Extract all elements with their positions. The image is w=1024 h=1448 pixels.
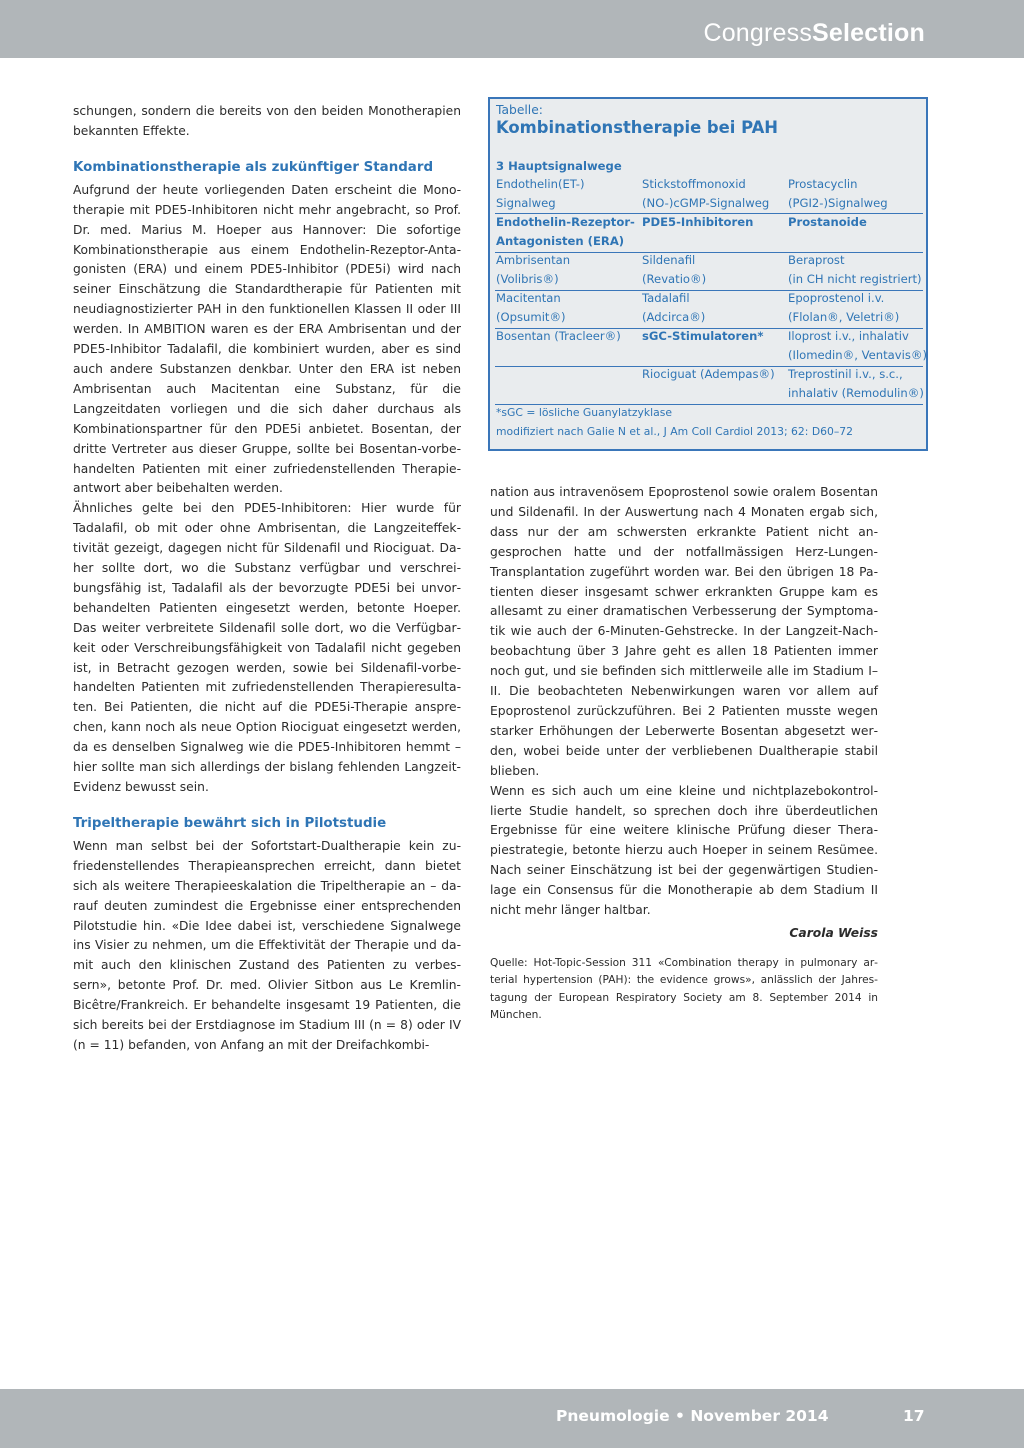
page-number: 17 bbox=[903, 1407, 925, 1425]
table-label: Tabelle: bbox=[496, 103, 543, 117]
table-cell: (NO-)cGMP-Signalweg bbox=[642, 196, 770, 210]
table-cell: Treprostinil i.v., s.c., bbox=[788, 367, 903, 381]
table-citation: modifiziert nach Galie N et al., J Am Coll Cardiol 2013; 62: D60–72 bbox=[496, 425, 854, 438]
table-cell: (Adcirca®) bbox=[642, 310, 706, 324]
table-cell: (Volibris®) bbox=[496, 272, 559, 286]
table-cell: Prostacyclin bbox=[788, 177, 858, 191]
table-cell: (in CH nicht registriert) bbox=[788, 272, 922, 286]
table-cell: (PGI2-)Signalweg bbox=[788, 196, 888, 210]
footer-bar bbox=[0, 1389, 1024, 1448]
author-name: Carola Weiss bbox=[789, 925, 878, 940]
journal-issue: Pneumologie • November 2014 bbox=[556, 1407, 829, 1425]
paragraph: Wenn man selbst bei der Sofortstart-Dualtherapie kein zufriedenstellendes Therapieansprechen erreicht, dann bietet sich als weitere Therapieeskalation die Tripeltherapie an – darauf deuten zumindest die Ergebnisse einer entsprechenden Pilotstudie hin. «Die Idee dabei ist, verschiedene Signalwege ins Visier zu nehmen, um die Effektivität der Therapie und damit auch den klinischen Zustand des Patienten zu verbessern», betonte Prof. Dr. med. Olivier Sitbon aus Le Kremlin-Bicêtre/Frankreich. Er behandelte insgesamt 19 Patienten, die sich bereits bei der Erstdiagnose im Stadium III (n = 8) oder IV (n = 11) befanden, von Anfang an mit der Dreifachkombi- bbox=[73, 838, 461, 1052]
table-footnote: *sGC = lösliche Guanylatzyklase bbox=[496, 406, 673, 419]
table-cell: Iloprost i.v., inhalativ bbox=[788, 329, 909, 343]
paragraph: Ähnliches gelte bei den PDE5-Inhibitoren: Hier wurde für Tadalafil, ob mit oder ohne Ambrisentan, die Langzeiteffektivität gezeigt, dagegen nicht für Sildenafil und Riociguat. Daher sollte dort, wo die Substanz verfügbar und verschreibungsfähig ist, Tadalafil als der bevorzugte PDE5i bei unvorbehandelten Patienten eingesetzt werden, betonte Hoeper. Das weiter verbreitete Sildenafil solle dort, wo die Verfügbarkeit oder Verschreibungsfähigkeit von Tadalafil nicht gegeben ist, in Betracht gezogen werden, sowie bei Sildenafil-vorbehandelten Patienten mit zufriedenstellenden Therapieresultaten. Bei Patienten, die nicht auf die PDE5i-Therapie ansprechen, kann noch als neue Option Riociguat eingesetzt werden, da es denselben Signalweg wie die PDE5-Inhibitoren hemmt – hier sollte man sich allerdings der bislang fehlenden Langzeit-Evidenz bewusst sein. bbox=[73, 501, 461, 794]
paragraph: nation aus intravenösem Epoprostenol sowie oralem Bosentan und Sildenafil. In der Auswertung nach 4 Monaten ergab sich, dass nur der am schwersten erkrankte Patient nicht angesprochen hatte und der notfallmässigen Herz-Lungen-Transplantation zugeführt worden war. Bei den übrigen 18 Patienten dieser insgesamt schwer erkrankten Gruppe kam es allesamt zu einer dramatischen Verbesserung der Symptomatik wie auch der 6-Minuten-Gehstrecke. In der Langzeit-Nachbeobachtung über 3 Jahre geht es allen 18 Patienten immer noch gut, und sie befinden sich mittlerweile alle im Stadium I–II. Die beobachteten Nebenwirkungen waren vor allem auf Epoprostenol zurückzuführen. Bei 2 Patienten musste wegen starker Erhöhungen der Leberwerte Bosentan abgesetzt werden, wobei beide unter der verbliebenen Dualtherapie stabil blieben. bbox=[490, 485, 878, 778]
table-cell: sGC-Stimulatoren* bbox=[642, 329, 764, 343]
table-cell: Signalweg bbox=[496, 196, 556, 210]
table-cell: inhalativ (Remodulin®) bbox=[788, 386, 924, 400]
table-cell: Tadalafil bbox=[642, 291, 690, 305]
paragraph: Aufgrund der heute vorliegenden Daten erscheint die Monotherapie mit PDE5-Inhibitoren nicht mehr angebracht, so Prof. Dr. med. Marius M. Hoeper aus Hannover: Die sofortige Kombinationstherapie aus einem Endothelin-Rezeptor-Antagonisten (ERA) und einem PDE5-Inhibitor (PDE5i) wird nach seiner Einschätzung die Standardtherapie für Patienten mit neudiagnostizierter PAH in den funktionellen Klassen II oder III werden. In AMBITION waren es der ERA Ambrisentan und der PDE5-Inhibitor Tadalafil, die kombiniert wurden, aber es sind auch andere Substanzen denkbar. Unter den ERA ist neben Ambrisentan auch Macitentan eine Substanz, für die Langzeitdaten vorliegen und die sich daher durchaus als Kombinationspartner für den PDE5i anbietet. Bosentan, der dritte Vertreter aus dieser Gruppe, sollte bei Bosentan-vorbehandelten Patienten mit einer zufriedenstellenden Therapieantwort aber beibehalten werden. bbox=[73, 182, 461, 496]
left-column bbox=[73, 102, 461, 1056]
brand-logo bbox=[703, 18, 925, 48]
brand-light: Congress bbox=[703, 19, 813, 47]
table-cell: Bosentan (Tracleer®) bbox=[496, 329, 621, 343]
table-cell: PDE5-Inhibitoren bbox=[642, 215, 754, 229]
table-cell: Sildenafil bbox=[642, 253, 696, 267]
table-cell: Antagonisten (ERA) bbox=[496, 234, 625, 248]
table-cell: (Ilomedin®, Ventavis®) bbox=[788, 348, 927, 362]
table-title: Kombinationstherapie bei PAH bbox=[496, 118, 778, 137]
paragraph: schungen, sondern die bereits von den beiden Monotherapien bekannten Effekte. bbox=[73, 104, 461, 138]
table-cell: Endothelin(ET-) bbox=[496, 177, 585, 191]
table-cell: (Revatio®) bbox=[642, 272, 707, 286]
right-column bbox=[490, 483, 878, 1025]
table-subheading: 3 Hauptsignalwege bbox=[496, 159, 622, 173]
table-cell: Macitentan bbox=[496, 291, 561, 305]
source-note: Quelle: Hot-Topic-Session 311 «Combination therapy in pulmonary arterial hypertension (PAH): the evidence grows», anlässlich der Jahrestagung der European Respiratory Society am 8. September 2014 in München. bbox=[490, 956, 878, 1022]
table-cell: (Flolan®, Veletri®) bbox=[788, 310, 900, 324]
table-cell: Stickstoffmonoxid bbox=[642, 177, 746, 191]
section-heading: Tripeltherapie bewährt sich in Pilotstudie bbox=[73, 815, 387, 831]
table-cell: Ambrisentan bbox=[496, 253, 571, 267]
table-cell: Riociguat (Adempas®) bbox=[642, 367, 775, 381]
table-cell: Epoprostenol i.v. bbox=[788, 291, 885, 305]
section-heading: Kombinationstherapie als zukünftiger Standard bbox=[73, 159, 434, 175]
table-cell: (Opsumit®) bbox=[496, 310, 566, 324]
paragraph: Wenn es sich auch um eine kleine und nichtplazebokontrollierte Studie handelt, so sprechen doch ihre überdeutlichen Ergebnisse für eine weitere klinische Prüfung dieser Therapiestrategie, betonte hierzu auch Hoeper in seinem Resümee. Nach seiner Einschätzung ist bei der gegenwärtigen Studienlage ein Consensus für die Monotherapie ab dem Stadium II nicht mehr länger haltbar. bbox=[490, 783, 878, 918]
brand-bold: Selection bbox=[812, 19, 925, 47]
table-cell: Beraprost bbox=[788, 253, 845, 267]
table-cell: Endothelin-Rezeptor- bbox=[496, 215, 635, 229]
table-cell: Prostanoide bbox=[788, 215, 867, 229]
table-box bbox=[488, 97, 928, 451]
